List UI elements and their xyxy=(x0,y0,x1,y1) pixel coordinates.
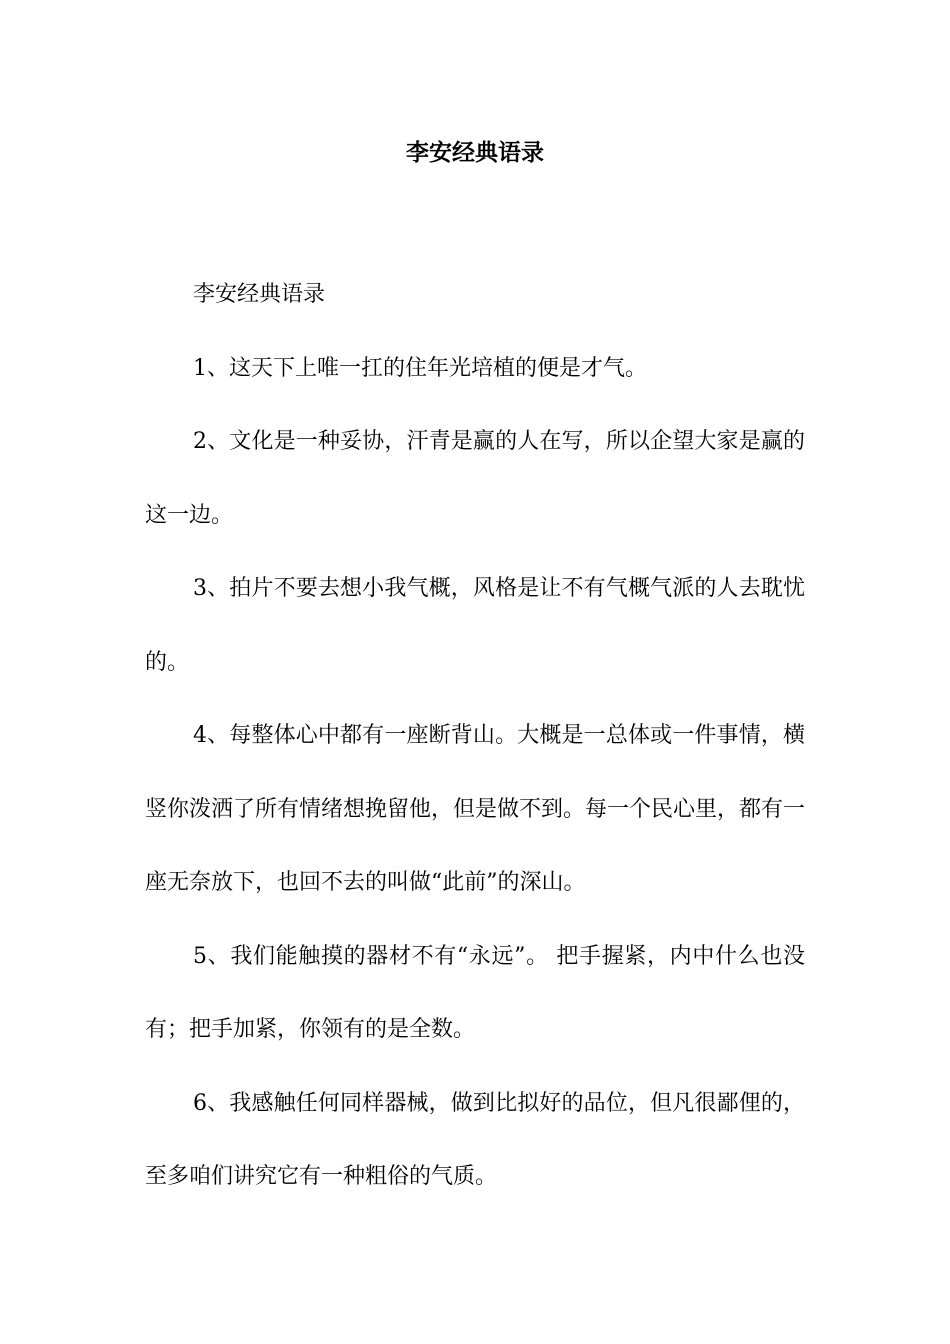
document-body xyxy=(145,258,805,1214)
quote-paragraph-2: 2、文化是一种妥协，汗青是赢的人在写，所以企望大家是赢的这一边。 xyxy=(145,429,805,528)
quote-paragraph-6: 6、我感触任何同样器械，做到比拟好的品位，但凡很鄙俚的，至多咱们讲究它有一种粗俗的气质。 xyxy=(145,1090,805,1189)
document-title: 李安经典语录 xyxy=(406,140,544,166)
paragraph-heading: 李安经典语录 xyxy=(193,282,326,307)
quote-paragraph-1: 1、这天下上唯一扛的住年光培植的便是才气。 xyxy=(193,355,647,381)
quote-paragraph-3: 3、拍片不要去想小我气概，风格是让不有气概气派的人去耽忧的。 xyxy=(145,576,805,675)
quote-paragraph-5: 5、我们能触摸的器材不有“永远”。 把手握紧，内中什么也没有；把手加紧，你领有的是全数。 xyxy=(145,943,805,1042)
quote-paragraph-4: 4、每整体心中都有一座断背山。大概是一总体或一件事情，横竖你泼洒了所有情绪想挽留他，但是做不到。每一个民心里，都有一座无奈放下，也回不去的叫做“此前”的深山。 xyxy=(145,723,806,895)
